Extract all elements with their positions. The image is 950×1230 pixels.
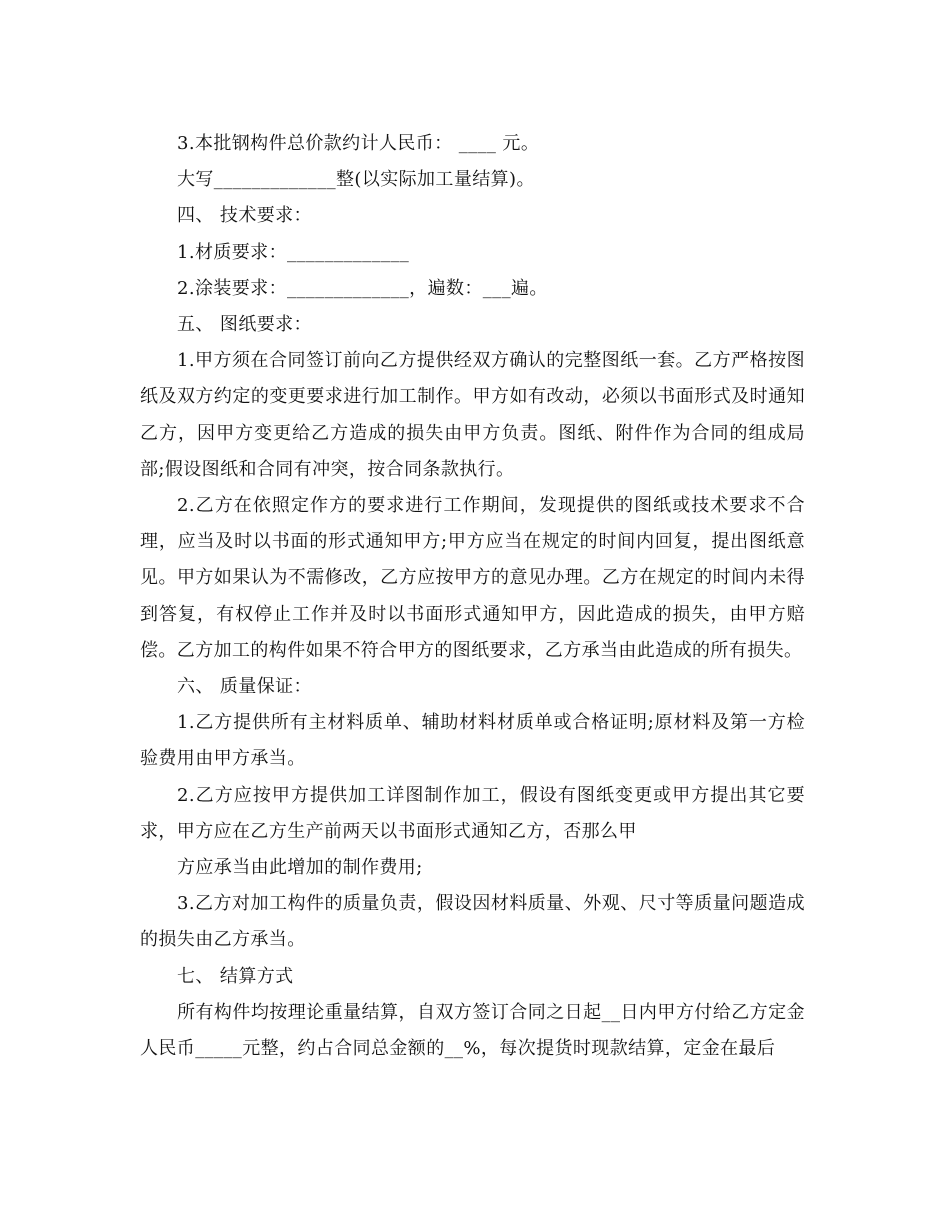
coating-requirement-line: 2.涂装要求：_____________，遍数：___遍。 — [177, 277, 548, 299]
section-heading-settlement: 七、 结算方式 — [177, 965, 294, 987]
section-heading-drawings: 五、 图纸要求： — [177, 314, 312, 336]
document-page — [140, 126, 805, 1067]
amount-in-words-line: 大写_____________整(以实际加工量结算)。 — [177, 169, 535, 191]
settlement-paragraph: 所有构件均按理论重量结算，自双方签订合同之日起__日内甲方付给乙方定金人民币_____元整，约占合同总金额的__%，每次提货时现款结算，定金在最后 — [140, 1001, 805, 1060]
quality-paragraph-2-continued: 方应承当由此增加的制作费用; — [177, 857, 423, 879]
quality-paragraph-1: 1.乙方提供所有主材料质单、辅助材料材质单或合格证明;原材料及第一方检验费用由甲方承当。 — [140, 712, 805, 770]
section-heading-quality: 六、 质量保证： — [177, 676, 312, 698]
quality-paragraph-2: 2.乙方应按甲方提供加工详图制作加工，假设有图纸变更或甲方提出其它要求，甲方应在乙方生产前两天以书面形式通知乙方，否那么甲 — [140, 784, 805, 842]
total-price-line: 3.本批钢构件总价款约计人民币： ____ 元。 — [177, 133, 540, 154]
drawings-paragraph-1: 1.甲方须在合同签订前向乙方提供经双方确认的完整图纸一套。乙方严格按图纸及双方约定的变更要求进行加工制作。甲方如有改动，必须以书面形式及时通知乙方，因甲方变更给乙方造成的损失由甲方负责。图纸、附件作为合同的组成局部;假设图纸和合同有冲突，按合同条款执行。 — [140, 350, 805, 480]
quality-paragraph-3: 3.乙方对加工构件的质量负责，假设因材料质量、外观、尺寸等质量问题造成的损失由乙方承当。 — [140, 893, 805, 951]
section-heading-technical: 四、 技术要求： — [177, 205, 312, 227]
material-requirement-line: 1.材质要求：_____________ — [177, 241, 410, 263]
drawings-paragraph-2: 2.乙方在依照定作方的要求进行工作期间，发现提供的图纸或技术要求不合理，应当及时以书面的形式通知甲方;甲方应当在规定的时间内回复，提出图纸意见。甲方如果认为不需修改，乙方应按甲方的意见办理。乙方在规定的时间内未得到答复，有权停止工作并及时以书面形式通知甲方，因此造成的损失，由甲方赔偿。乙方加工的构件如果不符合甲方的图纸要求，乙方承当由此造成的所有损失。 — [140, 495, 805, 661]
